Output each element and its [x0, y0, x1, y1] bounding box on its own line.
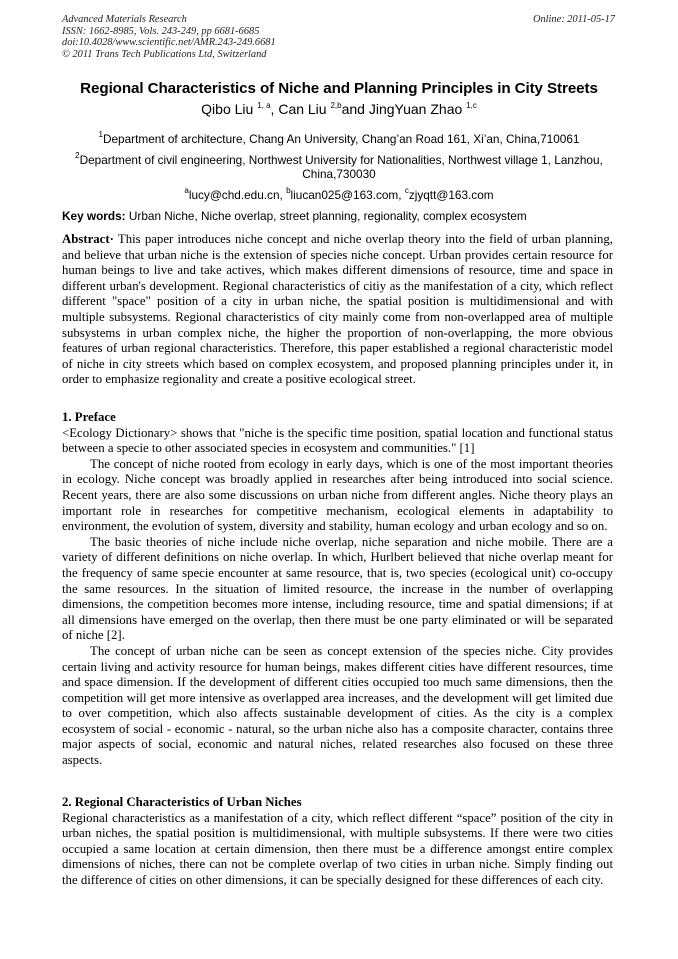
affiliation-text: Department of architecture, Chang An University, Chang’an Road 161, Xi’an, China,710061	[102, 132, 580, 146]
email-link[interactable]: lucy@chd.edu.cn,	[188, 188, 287, 202]
author-affil-marker: 1,c	[466, 101, 477, 110]
affiliation-marker: 2	[75, 151, 80, 160]
paragraph: The basic theories of niche include niche overlap, niche separation and niche mobile. There are a variety of different definitions on niche overlap. In which, Hurlbert believed that niche overlap meant for the frequency of same specie encounter at same resource, that is, two species (ecological unit) co-occupy the same resources. In the situation of limited resource, the increase in the number of overlapping dimensions, the competition becomes more intense, including resource, time and spatial dimensions; if at all dimensions have emerged on the overlap, then there must be one party eliminated or will be separated of niche [2].	[62, 534, 613, 643]
keywords-text: Urban Niche, Niche overlap, street planning, regionality, complex ecosystem	[125, 209, 527, 223]
section-heading: 2. Regional Characteristics of Urban Niches	[62, 795, 302, 809]
affiliation-text: Department of civil engineering, Northwest University for Nationalities, Northwest village 1, Lanzhou, China,730030	[79, 153, 603, 181]
author-name: and JingYuan Zhao	[341, 101, 467, 117]
author-affil-marker: 2,b	[330, 101, 342, 110]
paragraph: The concept of urban niche can be seen as concept extension of the species niche. City provides certain living and activity resource for human beings, makes different cities have different resources, time and space dimension. If the development of different cities occupied too much same dimensions, then the competition will get more intensive as overlapped area increases, and the development will get limited due to over competition, which also affects sustainable development of cities. As the city is a complex ecosystem of social - economic - natural, so the urban niche also has a composite character, contains three major aspects of social, economic and natural niches, related researches also focused on these three aspects.	[62, 643, 613, 768]
author-name: Can Liu	[278, 101, 331, 117]
abstract-text: This paper introduces niche concept and niche overlap theory into the field of urban planning, and believe that urban niche is the extension of species niche concept. Urban provides certain resource for human beings to live and take actives, which makes different dimensions of resource, time and space in different urban's development. Regional characteristics of citiy as the manifestation of a city, which reflect different "space" position of a city in urban niche, the spatial position is multidimensional and with multiple subsystems. Regional characteristics of city mainly come from non-overlapped area of multiple subsystems in urban complex niche, the higher the proportion of non-overlapping, the more obvious features of urban regional characteristics. Therefore, this paper established a regional characteristic model of niche in city streets which based on complex ecosystem, and proposed planning principles under it, in order to emphasize regionality and create a positive ecological street.	[62, 232, 613, 387]
email-marker: c	[404, 186, 409, 195]
issn-line: ISSN: 1662-8985, Vols. 243-249, pp 6681-6685	[62, 25, 260, 37]
doi-line: doi:10.4028/www.scientific.net/AMR.243-249.6681	[62, 37, 276, 49]
section-preface	[62, 410, 613, 769]
keywords	[62, 209, 527, 223]
affiliation-marker: 1	[98, 130, 103, 139]
paragraph: The concept of niche rooted from ecology in early days, which is one of the most important theories in ecology. Niche concept was broadly applied in researches after being introduced into social science. Recent years, there are also some discussions on urban niche from different angles. Niche theory plays an important role in researches for competitive mechanism, ecological elements in adaptability to environment, the evolution of system, diversity and stability, human ecology and urban ecology and so on.	[62, 456, 613, 534]
section-heading: 1. Preface	[62, 410, 116, 424]
journal-header	[62, 14, 276, 60]
abstract	[62, 232, 613, 388]
paragraph: <Ecology Dictionary> shows that "niche is the specific time position, spatial location and functional status between a specie to other associated species in ecosystem and communities." [1]	[62, 425, 613, 456]
author-emails	[0, 188, 678, 202]
online-date: Online: 2011-05-17	[532, 14, 615, 25]
email-marker: a	[184, 186, 189, 195]
journal-name: Advanced Materials Research	[62, 14, 187, 25]
affiliation-1	[62, 132, 616, 146]
section-regional-characteristics	[62, 795, 613, 889]
email-link[interactable]: zjyqtt@163.com	[408, 188, 494, 202]
copyright-line: © 2011 Trans Tech Publications Ltd, Switzerland	[62, 48, 267, 60]
paper-title: Regional Characteristics of Niche and Planning Principles in City Streets	[80, 80, 598, 97]
abstract-label: Abstract·	[62, 232, 114, 246]
email-marker: b	[286, 186, 291, 195]
author-name: Qibo Liu	[201, 101, 258, 117]
author-affil-marker: 1, a	[257, 101, 271, 110]
email-link[interactable]: liucan025@163.com,	[290, 188, 405, 202]
keywords-label: Key words:	[62, 209, 126, 223]
affiliation-2	[62, 153, 616, 181]
paragraph: Regional characteristics as a manifestation of a city, which reflect different “space” position of the city in urban niches, the spatial position is multidimensional, with multiple subsystems. If there were two cities occupied a same location at certain dimension, then there must be a difference amongst entire complex dimensions of niches, there can not be complete overlap of two cities in urban niche. Simply finding out the difference of cities on other dimensions, it can be specially designed for these differences of each city.	[62, 810, 613, 887]
author-list	[0, 100, 678, 118]
author-separator: ,	[270, 101, 279, 117]
